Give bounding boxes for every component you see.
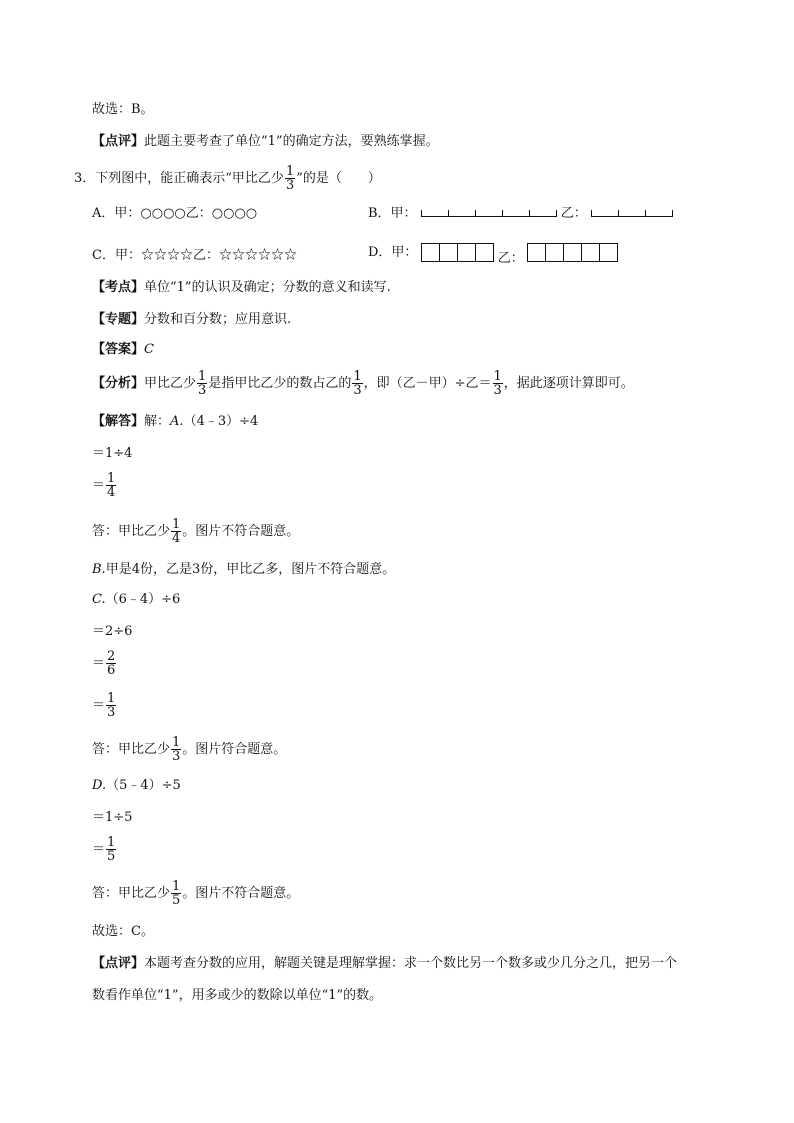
jieda-d-line2: ＝1÷5 [92, 810, 133, 825]
dianping-line1: 【点评】本题考查分数的应用，解题关键是理解掌握：求一个数比另一个数多或少几分之几，把另一个 [92, 956, 678, 971]
jieda-b: B.甲是4份，乙是3份，甲比乙多，图片不符合题意。 [92, 562, 396, 577]
option-b: B．甲： 乙： [368, 206, 673, 222]
stem-fraction: $\frac{1}{3}$ [285, 164, 295, 193]
final-answer: 故选：C。 [92, 924, 154, 939]
jieda-a-line2: ＝1÷4 [92, 446, 133, 461]
jieda-d-answer: 答：甲比乙少 $\frac{1}{5}$ 。图片不符合题意。 [92, 879, 300, 908]
zhuanti: 【专题】分数和百分数；应用意识. [92, 312, 292, 327]
review-tag: 【点评】 [92, 134, 145, 149]
jieda-a-answer: 答：甲比乙少 $\frac{1}{4}$ 。图片不符合题意。 [92, 517, 300, 546]
review-text: 此题主要考查了单位“1”的确定方法，要熟练掌握。 [144, 134, 439, 149]
option-a-yi-circles: ○○○○ [211, 206, 258, 221]
option-d: D．甲： 乙： [368, 240, 618, 266]
prev-review [92, 134, 439, 150]
option-b-jia-line [421, 210, 557, 217]
option-c: C．甲：☆☆☆☆乙：☆☆☆☆☆☆ [92, 248, 297, 263]
question-stem [74, 164, 381, 194]
stem-after: ”的是（ ） [296, 171, 381, 186]
dianping-line2: 数看作单位“1”，用多或少的数除以单位“1”的数。 [92, 988, 383, 1003]
option-d-jia-boxes [422, 243, 494, 262]
stem-before: 下列图中，能正确表示“甲比乙少 [95, 171, 284, 186]
option-a-jia-circles: ○○○○ [140, 206, 186, 221]
option-a: A．甲：○○○○乙：○○○○ [92, 206, 258, 221]
jieda-c-line4: ＝ $\frac{1}{3}$ [92, 691, 116, 720]
fenxi: 【分析】甲比乙少 $\frac{1}{3}$ 是指甲比乙少的数占乙的 $\frac{1}{3}$ ，即（乙－甲）÷乙＝ $\frac{1}{3}$ ，据此逐项计算即可。 [92, 369, 634, 398]
jieda-a-line1: 【解答】解：A.（4﹣3）÷4 [92, 414, 259, 429]
jieda-c-line2: ＝2÷6 [92, 624, 133, 639]
option-d-yi-boxes [528, 243, 618, 262]
kaodian: 【考点】单位“1”的认识及确定；分数的意义和读写. [92, 280, 391, 295]
question-number: 3． [74, 171, 96, 186]
jieda-d-line3: ＝ $\frac{1}{5}$ [92, 835, 116, 864]
jieda-c-answer: 答：甲比乙少 $\frac{1}{3}$ 。图片符合题意。 [92, 735, 287, 764]
jieda-c-line3: ＝ $\frac{2}{6}$ [92, 649, 116, 678]
option-c-yi-stars: ☆☆☆☆☆☆ [218, 248, 297, 263]
jieda-d-line1: D.（5﹣4）÷5 [92, 778, 181, 793]
jieda-a-line3: ＝ $\frac{1}{4}$ [92, 471, 116, 500]
jieda-c-line1: C.（6﹣4）÷6 [92, 592, 181, 607]
prev-answer: 故选：B。 [92, 102, 154, 117]
daan: 【答案】C [92, 342, 154, 357]
option-c-jia-stars: ☆☆☆☆ [140, 248, 193, 263]
option-b-yi-line [591, 210, 673, 217]
